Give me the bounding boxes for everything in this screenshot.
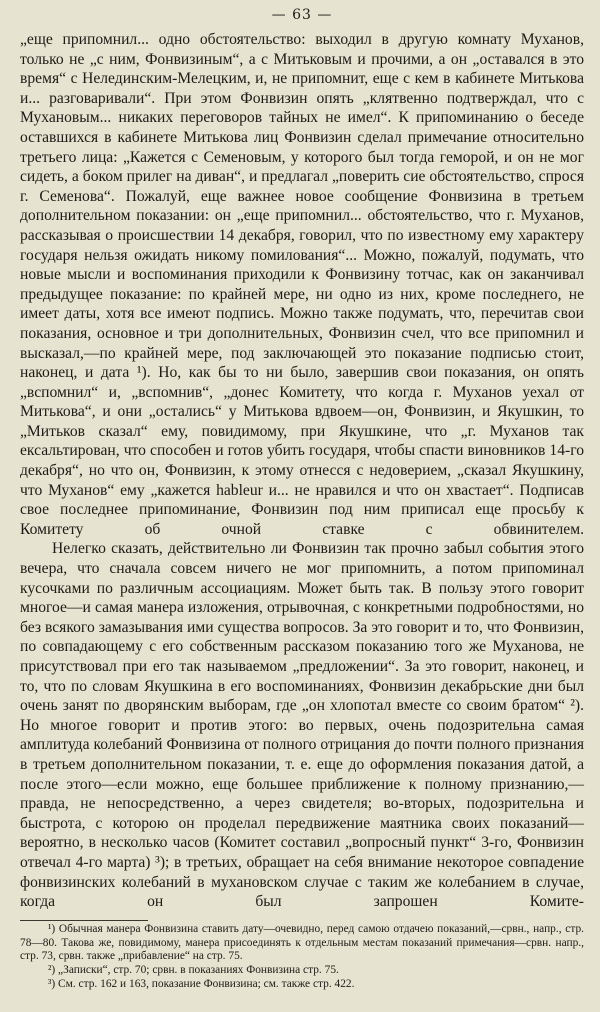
- paragraph-2: Нелегко сказать, действительно ли Фонвизин так прочно забыл события этого вечера, что сначала совсем ничего не мог припомнить, а потом припоминал кусочками по различным ассоциациям. Может быть так. В пользу этого говорит многое—и самая манера изложения, отрывочная, с конкретными подробностями, но без всякого замазывания ими существа вопросов. За это говорит и то, что Фонвизин, по совпадающему с его собственным рассказом показанию того же Муханова, не присутствовал при его так называемом „предложении“. За это говорит, наконец, и то, что по словам Якушкина в его воспоминаниях, Фонвизин декабрьские дни был очень занят по дворянским выборам, где „он хлопотал вместе со своим братом“ ²). Но многое говорит и против этого: во первых, очень подозрительна самая амплитуда колебаний Фонвизина от полного отрицания до почти полного признания в третьем дополнительном показании, т. е. еще до оформления показания датой, а после этого—если можно, еще большее приближение к полному признанию,—правда, не непосредственно, а через свидетеля; во-вторых, подозрительна и быстрота, с которою он проделал передвижение маятника своих показаний—вероятно, в несколько часов (Комитет составил „вопросный пункт“ 3-го, Фонвизин отвечал 4-го марта) ³); в третьих, обращает на себя внимание некоторое совпадение фонвизинских колебаний в мухановском случае с таким же колебанием в случае, когда он был запрошен Комите-: [20, 540, 584, 911]
- page-number: — 63 —: [271, 7, 333, 23]
- main-text: [20, 30, 584, 912]
- footnotes: [20, 923, 584, 992]
- footnote-2: ²) „Записки“, стр. 70; срвн. в показаниях Фонвизина стр. 75.: [48, 964, 339, 977]
- footnote-1: ¹) Обычная манера Фонвизина ставить дату—очевидно, перед самою отдачею показаний,—срвн., напр., стр. 78—80. Такова же, повидимому, манера присоединять к отдельным местам показаний примечания—срвн. напр., стр. 73, срвн. также „прибавление“ на стр. 75.: [20, 922, 584, 963]
- paragraph-1: „еще припомнил... одно обстоятельство: выходил в другую комнату Муханов, только не „с ним, Фонвизиным“, а с Митьковым и прочими, а он „оставался в это время“ с Нелединским-Мелецким, и, не припомнит, еще с кем в кабинете Митькова и... разговаривали“. При этом Фонвизин опять „клятвенно подтверждал, что с Мухановым... никаких переговоров тайных не имел“. К припоминанию о беседе оставшихся в кабинете Митькова лиц Фонвизин сделал примечание относительно третьего лица: „Кажется с Семеновым, у которого был тогда геморой, и он не мог сидеть, а боком прилег на диван“, и предлагал „поверить сие обстоятельство, спрося г. Семенова“. Пожалуй, еще важнее новое сообщение Фонвизина в третьем дополнительном показании: он „еще припомнил... обстоятельство, что г. Муханов, рассказывая о происшествии 14 декабря, говорил, что по известному ему характеру государя нельзя ожидать никому помилования“... Можно, пожалуй, подумать, что новые мысли и воспоминания приходили к Фонвизину тотчас, как он заканчивал предыдущее показание: по крайней мере, ни одно из них, кроме последнего, не имеет даты, хотя все имеют подпись. Можно также подумать, что, перечитав свои показания, основное и три дополнительных, Фонвизин счел, что все припомнил и высказал,—по крайней мере, под заключающей это показание подписью стоит, наконец, и дата ¹). Но, как бы то ни было, завершив свои показания, он опять „вспомнил“ и, „вспомнив“, „донес Комитету, что когда г. Муханов уехал от Митькова“, и они „остались“ у Митькова вдвоем—он, Фонвизин, и Якушкин, то „Митьков сказал“ ему, повидимому, при Якушкине, что „г. Муханов так ексальтирован, что способен и готов убить государя, чтобы спасти виновников 14-го декабря“, но что он, Фонвизин, к этому отнесся с недоверием, „сказал Якушкину, что Муханов“ ему „кажется hableur и... не нравился и что он хвастает“. Подписав свое последнее припоминание, Фонвизин под ним приписал еще просьбу к Комитету об очной ставке с обвинителем.: [20, 31, 584, 538]
- footnote-divider: [20, 920, 148, 921]
- footnote-3: ³) См. стр. 162 и 163, показание Фонвизина; см. также стр. 422.: [48, 977, 355, 990]
